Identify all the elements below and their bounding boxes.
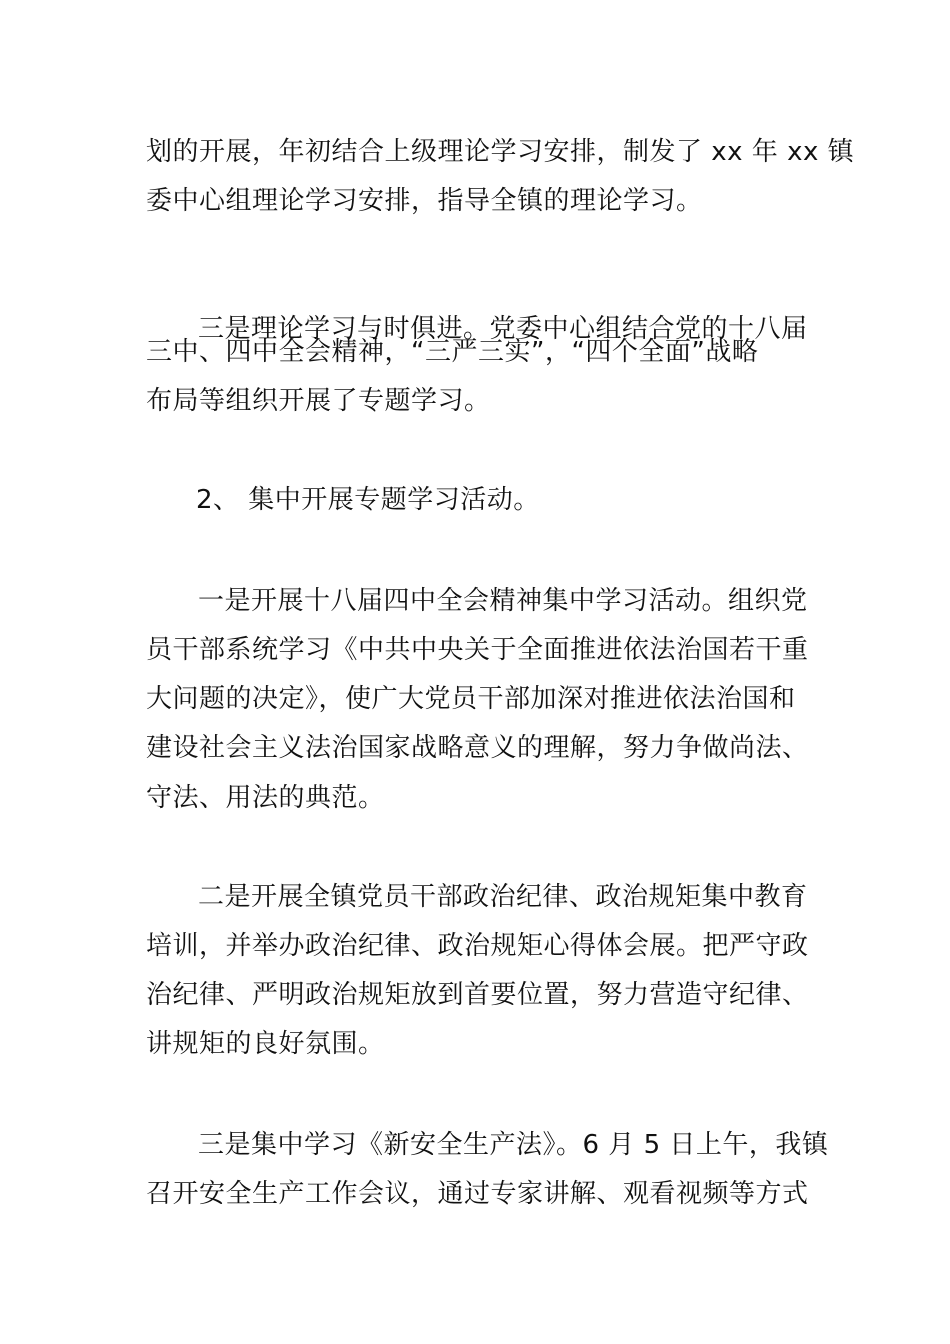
- text-line: 守法、用法的典范。: [146, 783, 385, 813]
- text-line: 培训，并举办政治纪律、政治规矩心得体会展。把严守政: [146, 931, 809, 961]
- text-line: 建设社会主义法治国家战略意义的理解，努力争做尚法、: [146, 733, 809, 763]
- text-line: 三是理论学习与时俱进。党委中心组结合党的十八届: [198, 314, 808, 344]
- section-heading: 2、 集中开展专题学习活动。: [196, 485, 540, 515]
- text-line: 治纪律、严明政治规矩放到首要位置，努力营造守纪律、: [146, 980, 809, 1010]
- text-line: 布局等组织开展了专题学习。: [146, 386, 491, 416]
- text-line: 员干部系统学习《中共中央关于全面推进依法治国若干重: [146, 635, 809, 665]
- text-line: 一是开展十八届四中全会精神集中学习活动。组织党: [198, 586, 808, 616]
- text-line: 三是集中学习《新安全生产法》。6 月 5 日上午，我镇: [198, 1130, 829, 1160]
- text-line: 讲规矩的良好氛围。: [146, 1029, 385, 1059]
- text-line: 三中、四中全会精神，“三严三实”，“四个全面”战略: [146, 337, 759, 367]
- text-line: 召开安全生产工作会议，通过专家讲解、观看视频等方式: [146, 1179, 809, 1209]
- text-line: 委中心组理论学习安排，指导全镇的理论学习。: [146, 186, 703, 216]
- text-line: 大问题的决定》，使广大党员干部加深对推进依法治国和: [146, 684, 796, 714]
- text-line: 二是开展全镇党员干部政治纪律、政治规矩集中教育: [198, 882, 808, 912]
- text-line: 划的开展，年初结合上级理论学习安排，制发了 xx 年 xx 镇: [146, 137, 855, 167]
